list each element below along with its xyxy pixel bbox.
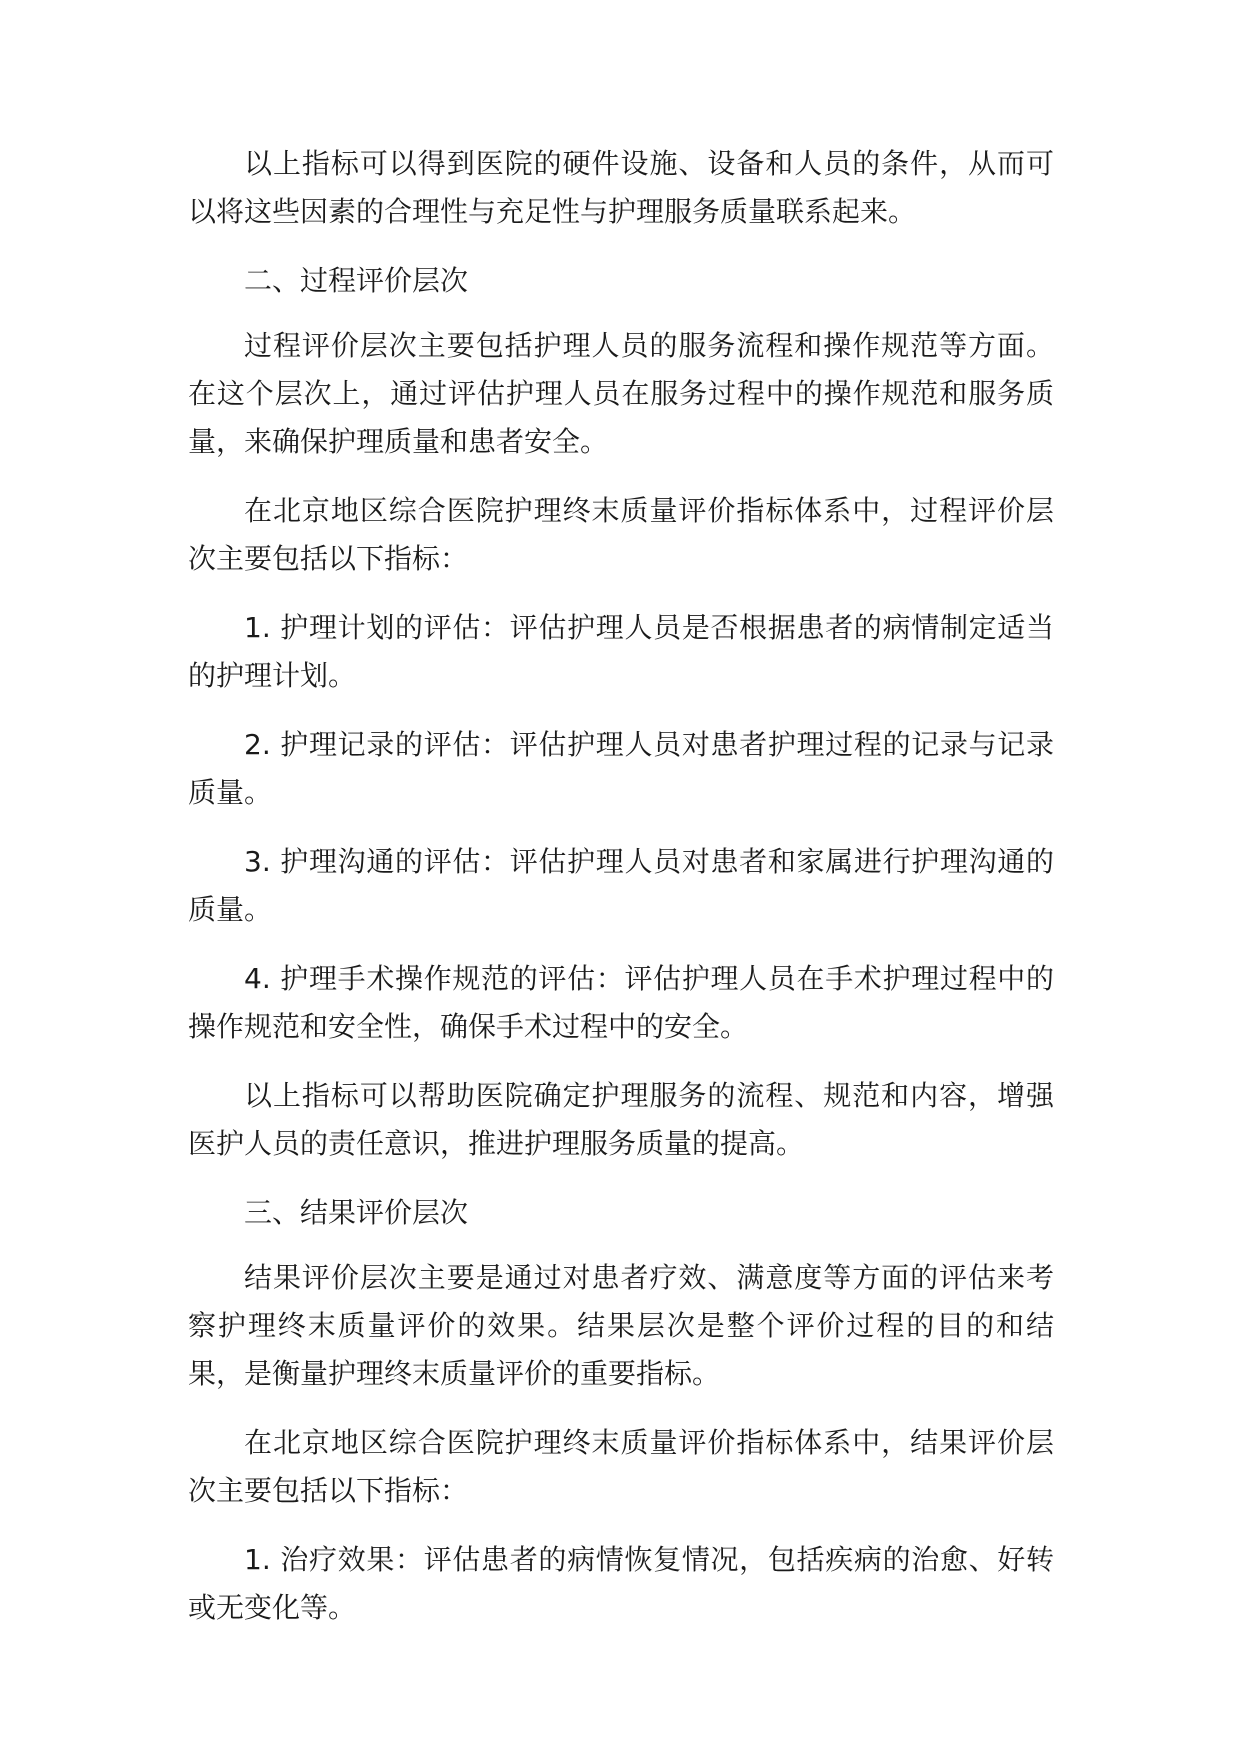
list-item-process-4: 4. 护理手术操作规范的评估：评估护理人员在手术护理过程中的操作规范和安全性，确保手术过程中的安全。 xyxy=(188,962,1054,1043)
list-item-process-1: 1. 护理计划的评估：评估护理人员是否根据患者的病情制定适当的护理计划。 xyxy=(188,611,1054,692)
paragraph-result-indicators-lead: 在北京地区综合医院护理终末质量评价指标体系中，结果评价层次主要包括以下指标： xyxy=(188,1426,1054,1507)
paragraph-process-indicators-lead: 在北京地区综合医院护理终末质量评价指标体系中，过程评价层次主要包括以下指标： xyxy=(188,494,1054,575)
paragraph-process-intro: 过程评价层次主要包括护理人员的服务流程和操作规范等方面。在这个层次上，通过评估护理人员在服务过程中的操作规范和服务质量，来确保护理质量和患者安全。 xyxy=(188,329,1054,458)
paragraph-structure-summary: 以上指标可以得到医院的硬件设施、设备和人员的条件，从而可以将这些因素的合理性与充足性与护理服务质量联系起来。 xyxy=(188,147,1054,228)
list-item-process-2: 2. 护理记录的评估：评估护理人员对患者护理过程的记录与记录质量。 xyxy=(188,728,1054,809)
section-heading-process: 二、过程评价层次 xyxy=(244,264,469,297)
document-page xyxy=(188,140,1054,1653)
section-heading-result: 三、结果评价层次 xyxy=(244,1196,469,1229)
paragraph-result-intro: 结果评价层次主要是通过对患者疗效、满意度等方面的评估来考察护理终末质量评价的效果。结果层次是整个评价过程的目的和结果，是衡量护理终末质量评价的重要指标。 xyxy=(188,1261,1054,1390)
paragraph-process-summary: 以上指标可以帮助医院确定护理服务的流程、规范和内容，增强医护人员的责任意识，推进护理服务质量的提高。 xyxy=(188,1079,1054,1160)
list-item-process-3: 3. 护理沟通的评估：评估护理人员对患者和家属进行护理沟通的质量。 xyxy=(188,845,1054,926)
list-item-result-1: 1. 治疗效果：评估患者的病情恢复情况，包括疾病的治愈、好转或无变化等。 xyxy=(188,1543,1054,1624)
